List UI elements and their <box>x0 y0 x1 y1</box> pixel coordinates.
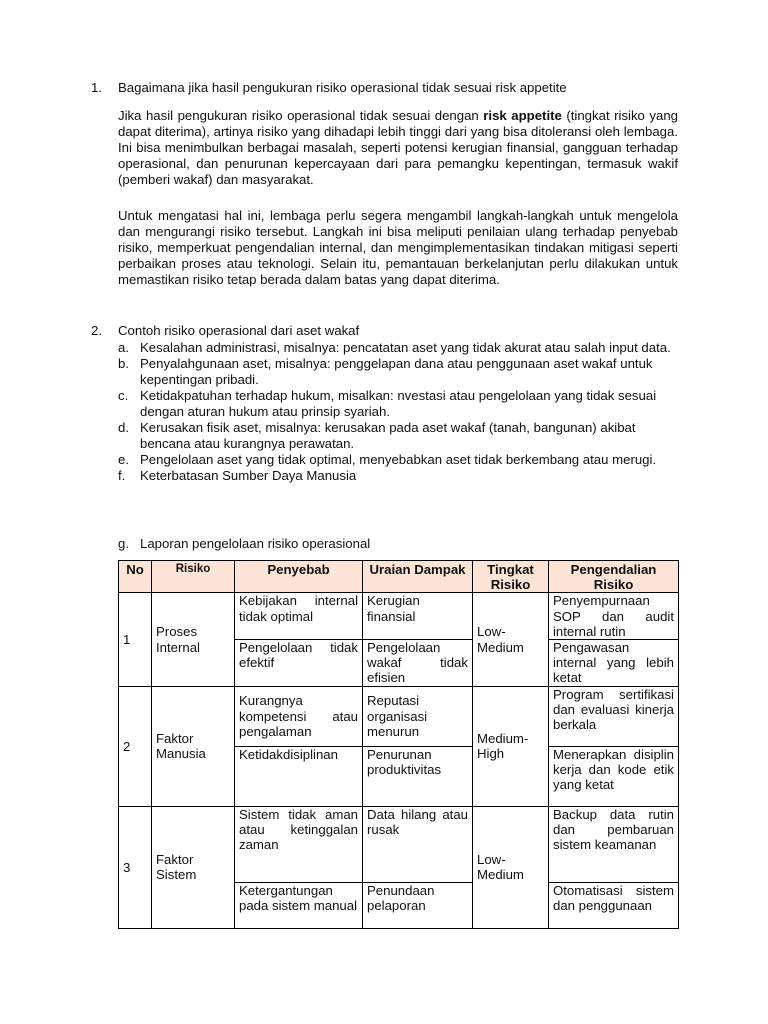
risk-report-table <box>118 560 679 929</box>
question-1-number: 1. <box>91 80 102 95</box>
list-item <box>118 452 678 468</box>
table-row <box>119 686 679 746</box>
list-letter: e. <box>118 452 129 467</box>
cell-pengendalian: Penyempurnaan SOP dan audit internal rutin <box>549 593 679 640</box>
cell-dampak: Kerugian finansial <box>363 593 473 640</box>
cell-dampak: Pengelolaan wakaf tidak efisien <box>363 640 473 687</box>
cell-no: 2 <box>119 686 152 806</box>
list-letter: d. <box>118 420 129 435</box>
cell-pengendalian: Menerapkan disiplin kerja dan kode etik yang ketat <box>549 746 679 806</box>
answer-1-text-a: Jika hasil pengukuran risiko operasional tidak sesuai dengan <box>118 108 484 123</box>
table-header-row <box>119 561 679 593</box>
risk-appetite-term: risk appetite <box>483 108 562 123</box>
header-penyebab: Penyebab <box>235 561 363 593</box>
list-item <box>118 356 678 388</box>
report-heading-text: Laporan pengelolaan risiko operasional <box>140 536 371 551</box>
cell-penyebab: Ketidakdisiplinan <box>235 746 363 806</box>
cell-pengendalian: Program sertifikasi dan evaluasi kinerja berkala <box>549 686 679 746</box>
cell-pengendalian: Backup data rutin dan pembaruan sistem keamanan <box>549 806 679 882</box>
report-heading-letter: g. <box>118 536 129 551</box>
table-row <box>119 593 679 640</box>
cell-risiko: Proses Internal <box>152 593 235 686</box>
list-text: Pengelolaan aset yang tidak optimal, menyebabkan aset tidak berkembang atau merugi. <box>140 452 657 467</box>
risk-examples-list <box>118 340 678 484</box>
cell-tingkat: Medium-High <box>473 686 549 806</box>
header-uraian-dampak: Uraian Dampak <box>363 561 473 593</box>
list-item <box>118 420 678 452</box>
header-tingkat-risiko: Tingkat Risiko <box>473 561 549 593</box>
cell-dampak: Reputasi organisasi menurun <box>363 686 473 746</box>
report-heading <box>118 536 370 552</box>
cell-pengendalian: Pengawasan internal yang lebih ketat <box>549 640 679 687</box>
cell-tingkat: Low-Medium <box>473 593 549 686</box>
question-2-title: Contoh risiko operasional dari aset wakaf <box>118 323 360 338</box>
cell-no: 1 <box>119 593 152 686</box>
table-row <box>119 806 679 882</box>
list-text: Kerusakan fisik aset, misalnya: kerusakan pada aset wakaf (tanah, bangunan) akibat bencana atau kurangnya perawatan. <box>140 420 636 451</box>
question-1-title: Bagaimana jika hasil pengukuran risiko operasional tidak sesuai risk appetite <box>118 80 567 95</box>
list-text: Keterbatasan Sumber Daya Manusia <box>140 468 357 483</box>
cell-risiko: Faktor Sistem <box>152 806 235 928</box>
answer-1-text-b: (tingkat risiko yang dapat diterima), artinya risiko yang dihadapi lebih tinggi dari yang bisa ditoleransi oleh lembaga. Ini bisa menimbulkan berbagai masalah, seperti potensi kerugian finansial, gangguan terhadap operasional, dan penurunan kepercayaan dari para pemangku kepentingan, termasuk wakif (pemberi wakaf) dan masyarakat. <box>118 108 679 187</box>
cell-dampak: Penurunan produktivitas <box>363 746 473 806</box>
list-item <box>118 340 678 356</box>
cell-penyebab: Kebijakan internal tidak optimal <box>235 593 363 640</box>
cell-dampak: Data hilang atau rusak <box>363 806 473 882</box>
cell-risiko: Faktor Manusia <box>152 686 235 806</box>
list-text: Ketidakpatuhan terhadap hukum, misalkan: nvestasi atau pengelolaan yang tidak sesuai dengan aturan hukum atau prinsip syariah. <box>140 388 657 419</box>
question-2-number: 2. <box>91 323 102 338</box>
cell-dampak: Penundaan pelaporan <box>363 882 473 928</box>
list-text: Penyalahgunaan aset, misalnya: penggelapan dana atau penggunaan aset wakaf untuk kepentingan pribadi. <box>140 356 653 387</box>
cell-penyebab: Pengelolaan tidak efektif <box>235 640 363 687</box>
cell-pengendalian: Otomatisasi sistem dan penggunaan <box>549 882 679 928</box>
cell-no: 3 <box>119 806 152 928</box>
list-item <box>118 468 678 484</box>
header-risiko: Risiko <box>152 561 235 593</box>
cell-penyebab: Ketergantungan pada sistem manual <box>235 882 363 928</box>
cell-penyebab: Kurangnya kompetensi atau pengalaman <box>235 686 363 746</box>
cell-tingkat: Low-Medium <box>473 806 549 928</box>
list-letter: f. <box>118 468 126 483</box>
answer-1-paragraph-2: Untuk mengatasi hal ini, lembaga perlu segera mengambil langkah-langkah untuk mengelola dan mengurangi risiko tersebut. Langkah ini bisa meliputi penilaian ulang terhadap penyebab risiko, memperkuat pengendalian internal, dan mengimplementasikan tindakan mitigasi seperti perbaikan proses atau teknologi. Selain itu, pemantauan berkelanjutan perlu dilakukan untuk memastikan risiko tetap berada dalam batas yang dapat diterima. <box>118 208 678 287</box>
answer-1-paragraph-1 <box>118 108 678 188</box>
list-item <box>118 388 678 420</box>
list-letter: b. <box>118 356 129 371</box>
list-letter: a. <box>118 340 129 355</box>
list-text: Kesalahan administrasi, misalnya: pencatatan aset yang tidak akurat atau salah input data. <box>140 340 671 355</box>
cell-penyebab: Sistem tidak aman atau ketinggalan zaman <box>235 806 363 882</box>
header-no: No <box>119 561 152 593</box>
list-letter: c. <box>118 388 129 403</box>
header-pengendalian-risiko: Pengendalian Risiko <box>549 561 679 593</box>
